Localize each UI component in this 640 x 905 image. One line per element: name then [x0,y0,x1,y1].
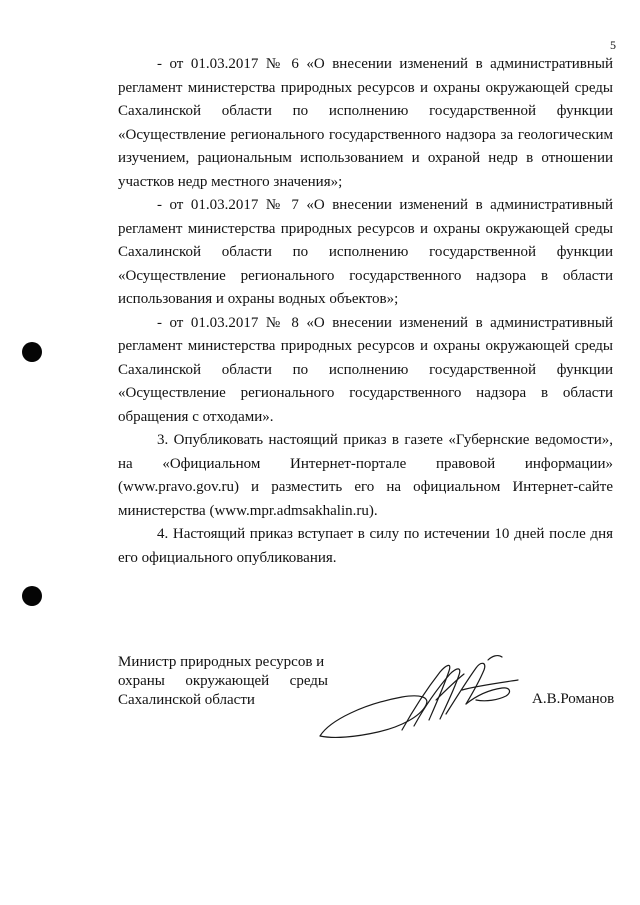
document-body [118,53,613,570]
signatory-title-word-3: среды [289,673,328,689]
signatory-name: А.В.Романов [532,691,615,707]
page-number: 5 [610,38,616,52]
signatory-title-line-2 [118,672,328,691]
signatory-title [118,653,328,710]
punch-hole-top [22,342,42,362]
signatory-title-line-1: Министр природных ресурсов и [118,654,325,670]
paragraph-order-7: - от 01.03.2017 № 7 «О внесении изменений в административный регламент министерства природных ресурсов и охраны окружающей среды Сахалинской области по исполнению государственной функции «Осуществление регионального государственного надзора в области использования и охраны водных объектов»; [118,197,613,307]
punch-hole-bottom [22,586,42,606]
signatory-title-word-1: охраны [118,673,165,689]
paragraph-publication: 3. Опубликовать настоящий приказ в газете «Губернские ведомости», на «Официальном Интернет-портале правовой информации» (www.pravo.gov.ru) и разместить его на официальном Интернет-сайте министерства (www.mpr.admsakhalin.ru). [118,432,613,519]
signatory-title-line-3: Сахалинской области [118,692,255,708]
paragraph-effective-date: 4. Настоящий приказ вступает в силу по истечении 10 дней после дня его официального опубликования. [118,526,613,566]
handwritten-signature [316,640,531,745]
paragraph-order-8: - от 01.03.2017 № 8 «О внесении изменений в административный регламент министерства природных ресурсов и охраны окружающей среды Сахалинской области по исполнению государственной функции «Осуществление регионального государственного надзора в области обращения с отходами». [118,314,613,425]
paragraph-order-6: - от 01.03.2017 № 6 «О внесении изменений в административный регламент министерства природных ресурсов и охраны окружающей среды Сахалинской области по исполнению государственной функции «Осуществление регионального государственного надзора за геологическим изучением, рациональным использованием и охраной недр в отношении участков недр местного значения»; [118,56,613,190]
signatory-title-word-2: окружающей [185,673,270,689]
